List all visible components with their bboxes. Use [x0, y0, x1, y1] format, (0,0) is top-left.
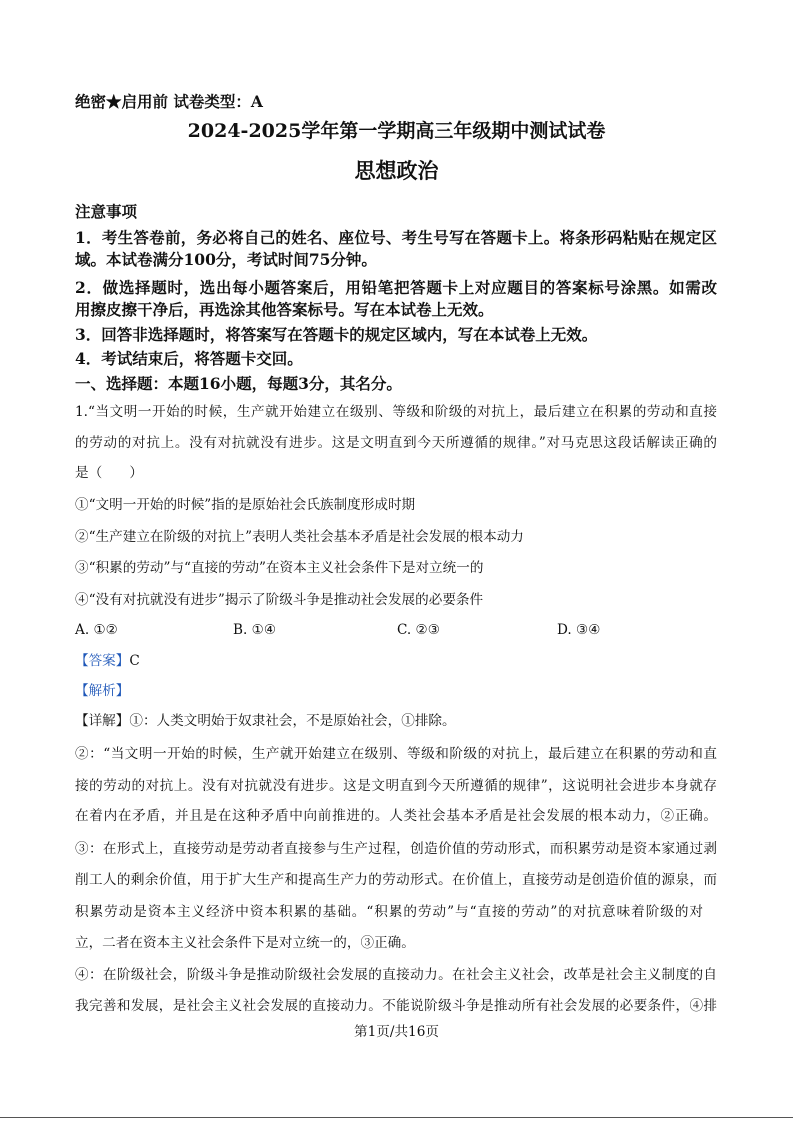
statement: ④“没有对抗就没有进步”揭示了阶级斗争是推动社会发展的必要条件: [75, 592, 484, 608]
exam-title: 2024-2025学年第一学期高三年级期中测试试卷: [187, 120, 606, 142]
statement: ①“文明一开始的时候”指的是原始社会氏族制度形成时期: [75, 497, 416, 513]
detail-line: 在着内在矛盾，并且是在这种矛盾中向前推进的。人类社会基本矛盾是社会发展的根本动力，②正确。: [75, 808, 717, 824]
detail-line: 立，二者在资本主义社会条件下是对立统一的，③正确。: [75, 935, 415, 951]
subject-title: 思想政治: [354, 158, 439, 183]
detail-line: [75, 711, 717, 731]
classification-line: 绝密★启用前 试卷类型：A: [75, 92, 263, 111]
notice-line: 3．回答非选择题时，将答案写在答题卡的规定区域内，写在本试卷上无效。: [75, 325, 598, 344]
answer-value: C: [129, 653, 140, 669]
detail-text: ①：人类文明始于奴隶社会，不是原始社会，①排除。: [129, 713, 456, 729]
statement: ③“积累的劳动”与“直接的劳动”在资本主义社会条件下是对立统一的: [75, 560, 484, 576]
question-line: 是（ ）: [75, 465, 143, 481]
option-a: A. ①②: [75, 622, 118, 638]
notice-line: 4．考试结束后，将答题卡交回。: [75, 349, 303, 368]
detail-label: 【详解】: [75, 713, 130, 729]
detail-line: 积累劳动是资本主义经济中资本积累的基础。“积累的劳动”与“直接的劳动”的对抗意味着阶级的对: [75, 904, 703, 920]
detail-line: ④：在阶级社会，阶级斗争是推动阶级社会发展的直接动力。在社会主义社会，改革是社会主义制度的自: [75, 967, 717, 983]
section-heading: 一、选择题：本题16小题，每题3分，其名分。: [75, 374, 402, 393]
detail-line: ②：“当文明一开始的时候，生产就开始建立在级别、等级和阶级的对抗上，最后建立在积累的劳动和直: [75, 746, 717, 762]
answer-line: [75, 651, 717, 671]
question-line: 的劳动的对抗上。没有对抗就没有进步。这是文明直到今天所遵循的规律。”对马克思这段话解读正确的: [75, 435, 717, 451]
detail-line: ③：在形式上，直接劳动是劳动者直接参与生产过程，创造价值的劳动形式，而积累劳动是资本家通过剥: [75, 841, 717, 857]
option-c: C. ②③: [397, 622, 440, 638]
page-number: 第1页/共16页: [354, 1024, 439, 1040]
detail-line: 我完善和发展，是社会主义社会发展的直接动力。不能说阶级斗争是推动所有社会发展的必要条件，④排: [75, 998, 717, 1014]
notice-line: 域。本试卷满分100分，考试时间75分钟。: [75, 250, 377, 269]
notice-heading: 注意事项: [75, 202, 138, 221]
page-bottom-rule: [0, 1117, 793, 1118]
notice-line: 1．考生答卷前，务必将自己的姓名、座位号、考生号写在答题卡上。将条形码粘贴在规定区: [75, 228, 717, 247]
detail-line: 削工人的剩余价值，用于扩大生产和提高生产力的劳动形式。在价值上，直接劳动是创造价值的源泉，而: [75, 872, 717, 888]
notice-line: 2．做选择题时，选出每小题答案后，用铅笔把答题卡上对应题目的答案标号涂黑。如需改: [75, 278, 717, 297]
detail-line: 接的劳动的对抗上。没有对抗就没有进步。这是文明直到今天所遵循的规律”，这说明社会进步本身就存: [75, 778, 717, 794]
option-d: D. ③④: [557, 622, 601, 638]
notice-line: 用擦皮擦干净后，再选涂其他答案标号。写在本试卷上无效。: [75, 300, 494, 319]
question-line: 1.“当文明一开始的时候，生产就开始建立在级别、等级和阶级的对抗上，最后建立在积累的劳动和直接: [75, 404, 717, 420]
answer-label: 【答案】: [75, 653, 130, 669]
analysis-label: 【解析】: [75, 683, 130, 699]
option-b: B. ①④: [233, 622, 277, 638]
statement: ②“生产建立在阶级的对抗上”表明人类社会基本矛盾是社会发展的根本动力: [75, 529, 524, 545]
